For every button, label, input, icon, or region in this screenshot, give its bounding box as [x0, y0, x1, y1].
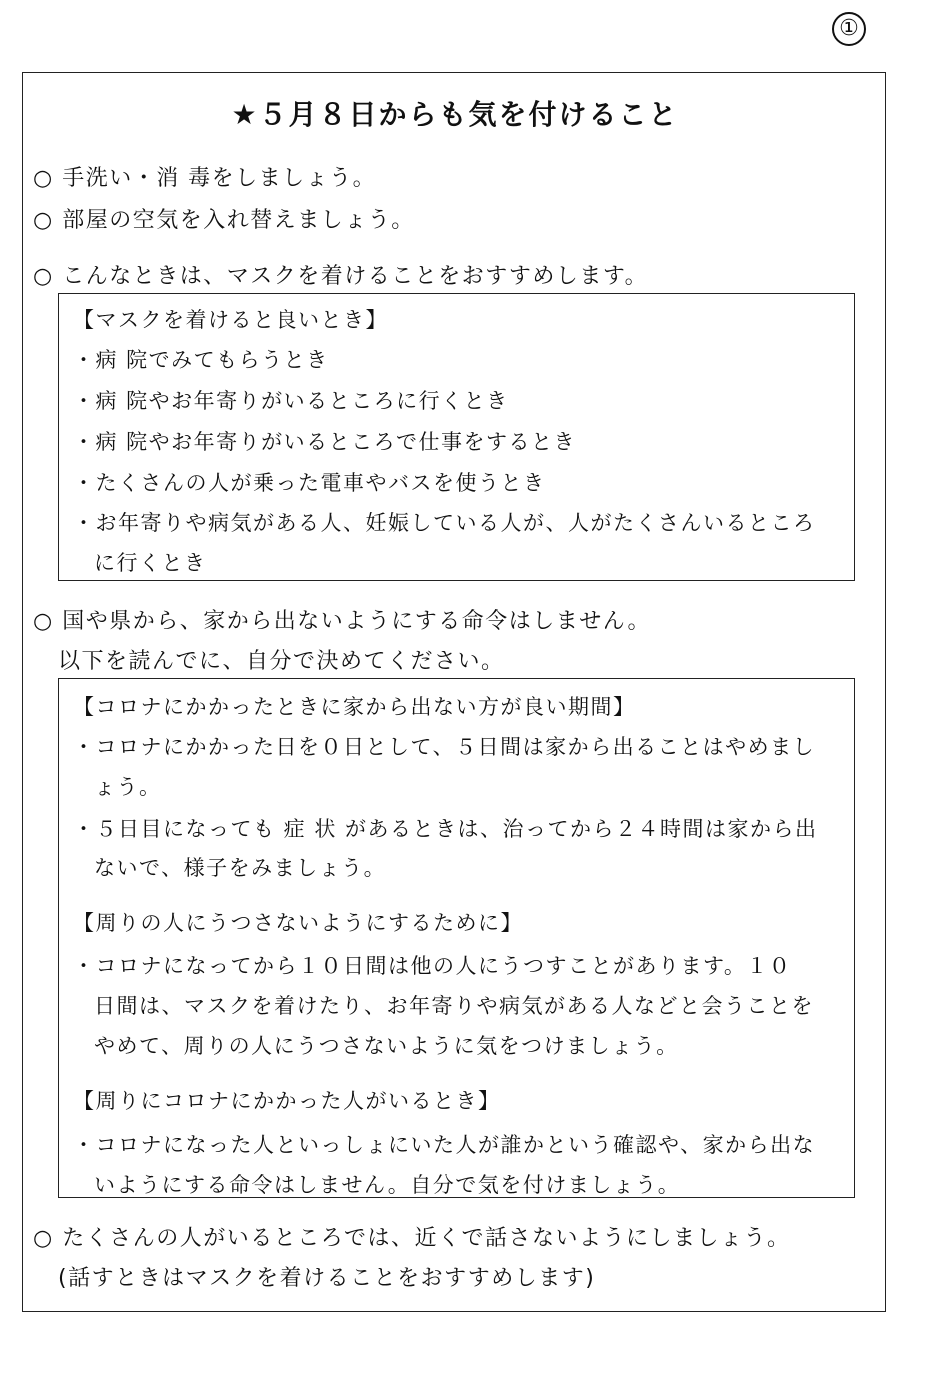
corona-box-heading-3: 【周りにコロナにかかった人がいるとき】 — [73, 1089, 501, 1113]
corona-box — [58, 678, 855, 1198]
handwash-line: ○ 手洗い・消 毒をしましょう。 — [33, 166, 377, 191]
list-item: ないで、様子をみましょう。 — [94, 856, 387, 880]
mask-box — [58, 293, 855, 581]
list-item: ・病 院やお年寄りがいるところに行くとき — [73, 389, 509, 413]
list-item: ・コロナになってから１０日間は他の人にうつすことがあります。１０ — [73, 954, 792, 978]
list-item: ・たくさんの人が乗った電車やバスを使うとき — [73, 471, 546, 495]
list-item: ・コロナになった人といっしょにいた人が誰かという確認や、家から出な — [73, 1133, 816, 1157]
corona-box-heading-1: 【コロナにかかったときに家から出ない方が良い期間】 — [73, 695, 636, 719]
mask-recommend-line: ○ こんなときは、マスクを着けることをおすすめします。 — [33, 264, 649, 289]
list-item: ・お年寄りや病気がある人、妊娠している人が、人がたくさんいるところ — [73, 511, 816, 535]
page-number: ① — [832, 12, 866, 46]
distance-line: ○ たくさんの人がいるところでは、近くで話さないようにしましょう。 — [33, 1226, 791, 1251]
no-order-line: ○ 国や県から、家から出ないようにする命令はしません。 — [33, 609, 652, 634]
list-item: やめて、周りの人にうつさないように気をつけましょう。 — [94, 1034, 679, 1058]
corona-box-heading-2: 【周りの人にうつさないようにするために】 — [73, 911, 523, 935]
page-title: ★５月８日からも気を付けること — [231, 98, 679, 131]
list-item: いようにする命令はしません。自分で気を付けましょう。 — [94, 1173, 681, 1197]
list-item: に行くとき — [94, 551, 207, 575]
list-item: ・５日目になっても 症 状 があるときは、治ってから２４時間は家から出 — [73, 817, 818, 841]
list-item: ょう。 — [94, 775, 162, 799]
decide-yourself-line: 以下を読んでに、自分で決めてください。 — [58, 649, 505, 674]
list-item: 日間は、マスクを着けたり、お年寄りや病気がある人などと会うことを — [94, 994, 814, 1018]
list-item: ・病 院やお年寄りがいるところで仕事をするとき — [73, 430, 576, 454]
mask-box-heading: 【マスクを着けると良いとき】 — [73, 308, 388, 332]
mask-when-talking-line: (話すときはマスクを着けることをおすすめします) — [58, 1266, 596, 1291]
ventilation-line: ○ 部屋の空気を入れ替えましょう。 — [33, 208, 415, 233]
notice-frame — [22, 72, 886, 1312]
list-item: ・病 院でみてもらうとき — [73, 348, 329, 372]
list-item: ・コロナにかかった日を０日として、５日間は家から出ることはやめまし — [73, 735, 816, 759]
